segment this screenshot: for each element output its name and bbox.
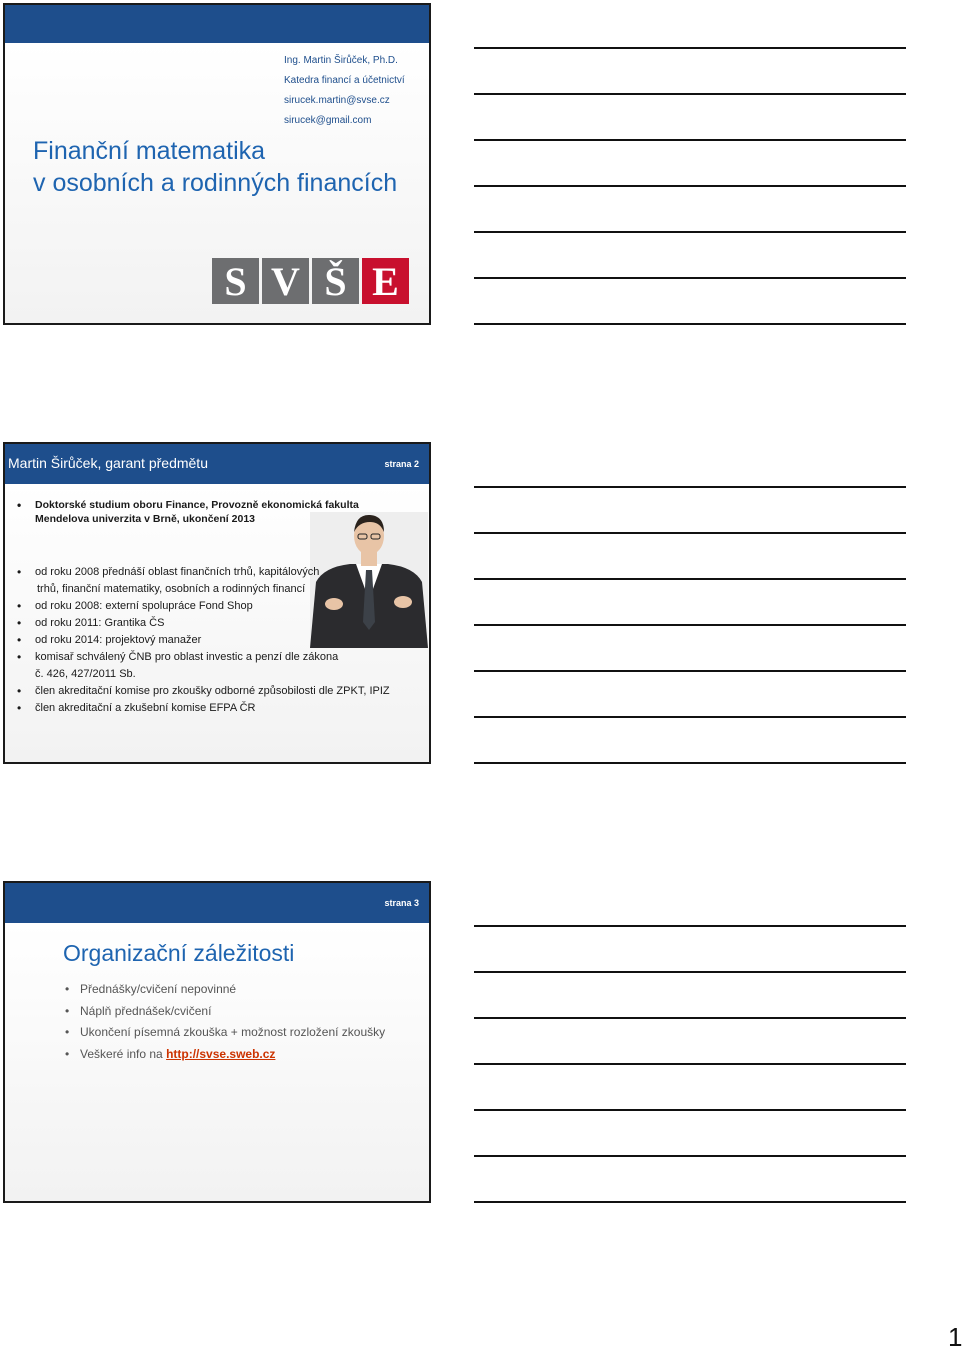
notes-lines-2 [474, 486, 906, 808]
author-email-secondary[interactable]: sirucek@gmail.com [284, 115, 372, 126]
page-label: strana 3 [384, 898, 419, 908]
list-item: trhů, finanční matematiky, osobních a rodinných financí [37, 583, 306, 595]
slide-title: Martin Širůček, garant předmětu [8, 455, 208, 471]
list-item: Mendelova univerzita v Brně, ukončení 2013 [35, 513, 255, 525]
list-item: č. 426, 427/2011 Sb. [35, 668, 136, 680]
list-item: • člen akreditační a zkušební komise EFPA ČR [5, 700, 390, 717]
course-title-line1: Finanční matematika [33, 137, 266, 165]
author-info [284, 51, 405, 131]
slide-3 [3, 881, 431, 1203]
page-label: strana 2 [384, 459, 419, 469]
organization-list [63, 979, 385, 1065]
course-title-line2: v osobních a rodinných financích [33, 169, 398, 197]
logo-letter-s: S [212, 258, 259, 304]
list-item: • od roku 2014: projektový manažer [5, 632, 390, 649]
list-item: • od roku 2008 přednáší oblast finančních trhů, kapitálových [5, 564, 390, 581]
svse-logo [212, 258, 409, 304]
slide-2 [3, 442, 431, 764]
slide-1 [3, 3, 431, 325]
list-item: • člen akreditační komise pro zkoušky odborné způsobilosti dle ZPKT, IPIZ [5, 683, 390, 700]
author-name: Ing. Martin Širůček, Ph.D. [284, 55, 398, 66]
list-item: • Ukončení písemná zkouška + možnost rozložení zkoušky [63, 1022, 385, 1044]
info-prefix: Veškeré info na [80, 1046, 167, 1061]
list-item: • Doktorské studium oboru Finance, Provozně ekonomická fakulta [5, 498, 359, 512]
slide-title: Organizační záležitosti [63, 940, 295, 966]
notes-lines-3 [474, 925, 906, 1247]
slide-header-bar [5, 444, 429, 484]
list-item: • od roku 2011: Grantika ČS [5, 615, 390, 632]
logo-letter-e: E [362, 258, 409, 304]
page-number: 1 [948, 1322, 962, 1352]
author-department: Katedra financí a účetnictví [284, 75, 405, 86]
logo-letter-v: V [262, 258, 309, 304]
slide-header-bar [5, 5, 429, 43]
career-list [5, 564, 390, 717]
notes-lines-1 [474, 47, 906, 369]
list-item: • Přednášky/cvičení nepovinné [63, 979, 385, 1001]
info-link[interactable]: http://svse.sweb.cz [166, 1046, 276, 1061]
logo-letter-s-caron: Š [312, 258, 359, 304]
list-item: • Náplň přednášek/cvičení [63, 1001, 385, 1023]
education-list [5, 498, 359, 526]
slide-header-bar [5, 883, 429, 923]
author-email-primary[interactable]: sirucek.martin@svse.cz [284, 95, 390, 106]
course-title [33, 135, 397, 199]
list-item: • od roku 2008: externí spolupráce Fond Shop [5, 598, 390, 615]
list-item: • komisař schválený ČNB pro oblast investic a penzí dle zákona [5, 649, 390, 666]
list-item [63, 1044, 385, 1066]
